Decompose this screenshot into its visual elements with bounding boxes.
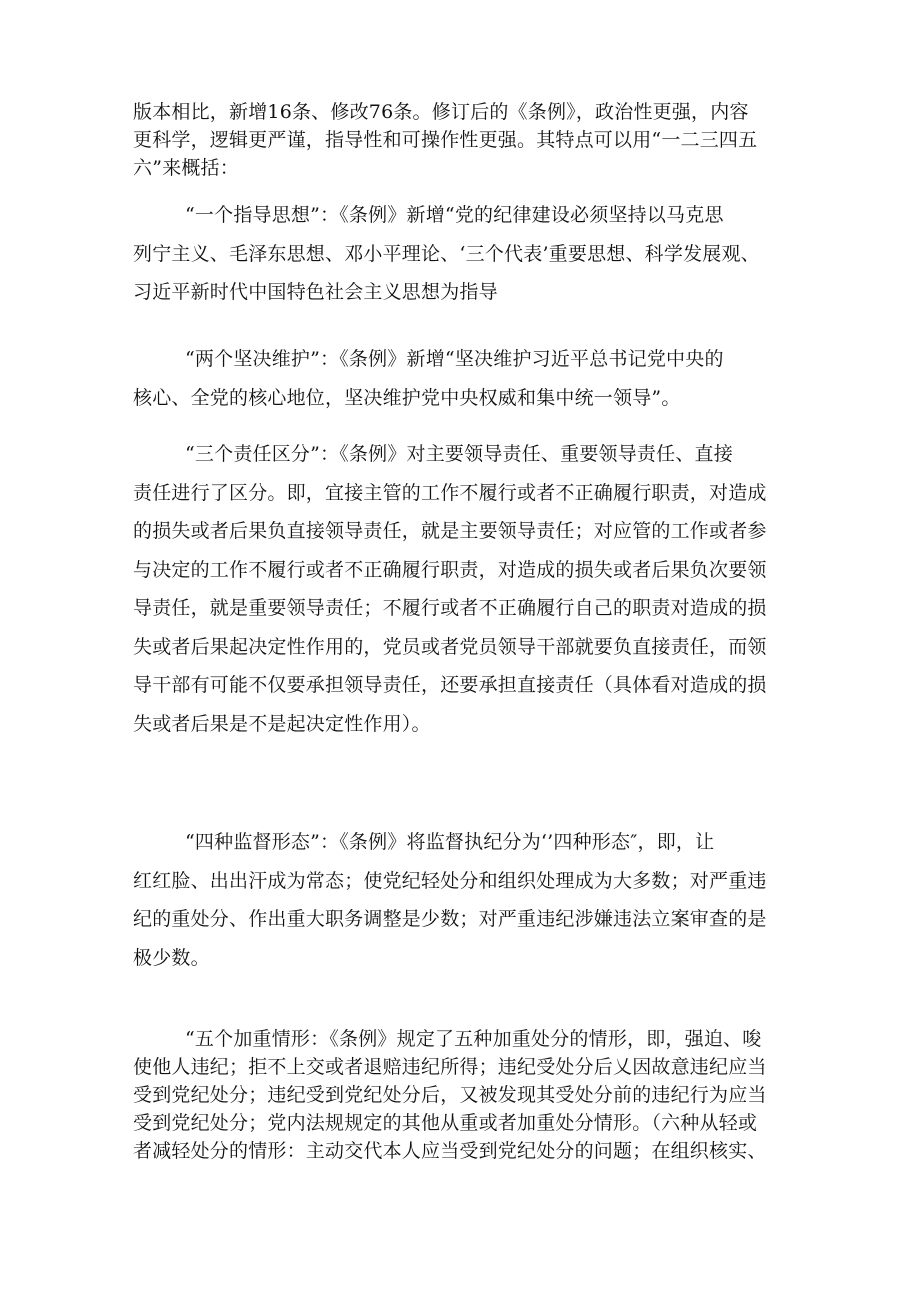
text-line: 极少数。 <box>133 946 210 969</box>
text-line: 受到党纪处分；党内法规规定的其他从重或者加重处分情形。（六种从轻或 <box>133 1112 758 1134</box>
text-line: 六”来概括： <box>133 157 239 179</box>
paragraph-two-upholds <box>133 340 793 417</box>
paragraph-three-responsibilities <box>133 435 793 743</box>
paragraph-one-guiding-thought <box>133 196 793 312</box>
text-line: 导干部有可能不仅要承担领导责任，还要承担直接责任（具体看对造成的损 <box>133 674 767 696</box>
paragraph-four-forms <box>133 823 793 977</box>
text-line: 更科学，逻辑更严谨，指导性和可操作性更强。其特点可以用“一二三四五 <box>133 129 758 151</box>
paragraph-five-aggravating <box>133 1025 793 1165</box>
text-line: 与决定的工作不履行或者不正确履行职责，对造成的损失或者后果负次要领 <box>133 558 767 581</box>
text-line: 者减轻处分的情形：主动交代本人应当受到党纪处分的问题；在组织核实、 <box>133 1140 767 1162</box>
text-line: “一个指导思想”：《条例》新增“党的纪律建设必须坚持以马克思 <box>185 204 724 226</box>
text-line: 红红脸、出出汗成为常态；使党纪轻处分和组织处理成为大多数；对严重违 <box>133 869 767 892</box>
text-line: “五个加重情形：《条例》规定了五种加重处分的情形，即，强迫、唆 <box>185 1028 762 1050</box>
text-line: “三个责任区分”：《条例》对主要领导责任、重要领导责任、直接 <box>185 443 733 465</box>
text-line: 核心、全党的核心地位，坚决维护党中央权威和集中统一领导”。 <box>133 386 681 409</box>
text-line: 使他人违纪；拒不上交或者退赔违纪所得；违纪受处分后乂因故意违纪应当 <box>133 1056 767 1078</box>
text-line: 失或者后果是不是起决定性作用）。 <box>133 712 431 735</box>
text-line: 责任进行了区分。即，宜接主管的工作不履行或者不正确履行职责，对造成 <box>133 481 767 504</box>
text-line: 列宁主义、毛泽东思想、邓小平理论、‘三个代表’重要思想、科学发展观、 <box>133 242 760 265</box>
text-line: 的损失或者后果负直接领导责任，就是主要领导责任；对应管的工作或者参 <box>133 520 767 542</box>
paragraph-intro <box>133 98 793 182</box>
text-line: 受到党纪处分；违纪受到党纪处分后，又被发现其受处分前的违纪行为应当 <box>133 1084 767 1106</box>
text-line: 习近平新时代中国特色社会主义思想为指导 <box>133 281 498 303</box>
text-line: “两个坚决维护”：《条例》新增“坚决维护习近平总书记党中央的 <box>185 348 724 370</box>
text-line: 纪的重处分、作出重大职务调整是少数；对严重违纪涉嫌违法立案审查的是 <box>133 908 767 930</box>
text-line: 导责任，就是重要领导责任；不履行或者不正确履行自己的职责对造成的损 <box>133 597 767 619</box>
text-line: 版本相比，新增16条、修改76条。修订后的《条例》，政治性更强，内容 <box>133 101 749 123</box>
text-line: “四种监督形态”：《条例》将监督执纪分为‘’四种形态″，即，让 <box>185 831 715 853</box>
text-line: 失或者后果起决定性作用的，党员或者党员领导干部就要负直接责任，而领 <box>133 635 767 658</box>
